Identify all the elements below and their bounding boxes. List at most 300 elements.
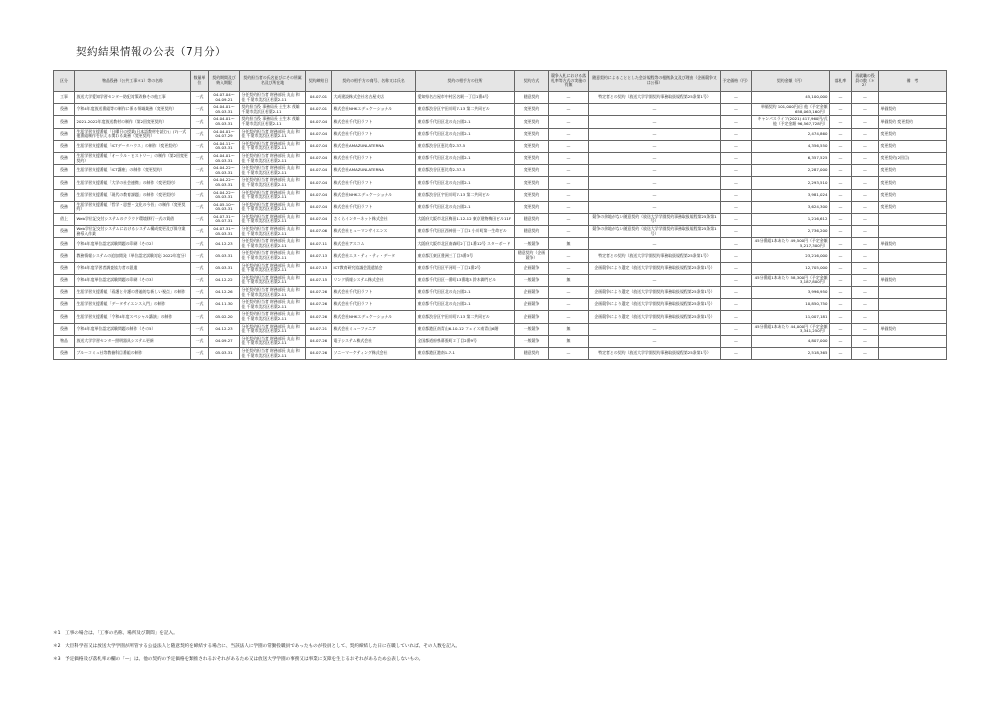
table-cell: 生涯学習支援番組「ICTデータハウス」の制作（変更契約） <box>75 140 191 152</box>
table-cell: 株式会社NHKエデュケーショナル <box>332 104 416 116</box>
table-cell: 一式 <box>191 128 209 140</box>
table-cell: 04.07.04 <box>306 165 332 177</box>
table-cell: 04.07.04 <box>306 116 332 128</box>
table-cell: — <box>852 140 879 152</box>
table-cell: 分任契約担当者 財務部長 丸山 和佳 千葉市美浜区若葉2-11 <box>240 213 306 225</box>
table-cell: 役務 <box>54 274 75 286</box>
table-cell: — <box>852 299 879 311</box>
table-cell: — <box>549 311 589 323</box>
table-cell: 2,736,200 <box>752 226 830 238</box>
table-cell: 電子システム株式会社 <box>332 335 416 347</box>
table-cell: 04.07.04 <box>306 189 332 201</box>
table-cell: — <box>830 140 852 152</box>
table-cell: 東京都江東区豊洲三丁目3番3号 <box>416 250 515 262</box>
table-cell: 工事 <box>54 92 75 104</box>
table-cell: 一式 <box>191 92 209 104</box>
table-cell: 生涯学習支援番組「令和4年度スペシャル講演」の制作 <box>75 311 191 323</box>
table-cell: — <box>549 347 589 359</box>
table-cell: 04.07.04〜04.09.21 <box>209 92 240 104</box>
table-cell: 変更契約 <box>879 177 947 189</box>
table-row <box>54 226 947 238</box>
table-cell: 45分番組1本あたり 49,500円（予定金額 5,217,300円） <box>752 238 830 250</box>
table-cell: 放送大学愛知学習センター防犯対策改修その他工事 <box>75 92 191 104</box>
table-cell: 04.07.04 <box>306 140 332 152</box>
table-cell: ICT教育研究協議会派遣協会 <box>332 262 416 274</box>
table-cell: 分任契約担当者 財務部長 丸山 和佳 千葉市美浜区若葉2-11 <box>240 238 306 250</box>
table-cell: 分任契約担当者 財務部長 丸山 和佳 千葉市美浜区若葉2-11 <box>240 335 306 347</box>
table-cell: 一式 <box>191 347 209 359</box>
table-cell: 分任契約担当者 財務部長 丸山 和佳 千葉市美浜区若葉2-11 <box>240 323 306 335</box>
table-row <box>54 152 947 164</box>
table-cell: 04.12.23 <box>209 238 240 250</box>
column-header: 予定価格（円） <box>721 71 752 92</box>
table-cell: 分任契約担当者 財務部長 丸山 和佳 千葉市美浜区若葉2-11 <box>240 311 306 323</box>
table-cell: 4,356,550 <box>752 140 830 152</box>
table-cell: 45,100,000 <box>752 92 830 104</box>
table-cell: 単価契約 <box>879 238 947 250</box>
table-cell: — <box>589 177 721 189</box>
table-cell: 04.05.10〜05.03.31 <box>209 201 240 213</box>
table-header-row <box>54 71 947 92</box>
table-cell: — <box>721 189 752 201</box>
table-cell: 株式会社千代田ラフト <box>332 299 416 311</box>
table-cell: 04.07.15 <box>306 274 332 286</box>
column-header: 再就職の役員の数（＊2） <box>852 71 879 92</box>
table-cell: 生涯学習支援番組「データサイエンス入門」の制作 <box>75 299 191 311</box>
table-cell: 2,518,365 <box>752 347 830 359</box>
table-cell: 教務情報システムの追加開発（単位認定試験対応 2022年度分） <box>75 250 191 262</box>
table-cell: 2,287,000 <box>752 165 830 177</box>
table-cell: 特定者との契約（放送大学学園契約事務取扱規程第25条第1号） <box>589 250 721 262</box>
footnote: ＊1 工事の場合は、「工事の名称、場所及び期間」を記入。 <box>53 631 178 636</box>
table-cell: 変更契約 <box>515 189 549 201</box>
table-cell: — <box>549 189 589 201</box>
table-cell: — <box>589 128 721 140</box>
table-cell: 愛知県名古屋市中村区名駅一丁目1番4号 <box>416 92 515 104</box>
table-cell: 東京都渋谷区恵比寿2-37-5 <box>416 165 515 177</box>
table-cell: 生涯学習支援番組「オーラル・ヒストリー」の制作（第2回変更契約） <box>75 152 191 164</box>
table-cell: — <box>721 128 752 140</box>
table-cell: 04.07.31〜05.03.31 <box>209 226 240 238</box>
table-cell: 04.04.11〜05.03.31 <box>209 140 240 152</box>
table-cell: — <box>549 226 589 238</box>
table-cell: 生涯学習支援番組「ICT講座」の制作（変更契約） <box>75 165 191 177</box>
table-cell: — <box>830 201 852 213</box>
table-cell: 生涯学習支援番組「大学の社会連携」の制作（変更契約） <box>75 177 191 189</box>
table-cell <box>879 250 947 262</box>
table-cell: 東京都渋谷区宇田川町7-13 第二共同ビル <box>416 311 515 323</box>
table-cell: — <box>852 287 879 299</box>
table-cell: 無 <box>549 238 589 250</box>
table-cell: — <box>589 274 721 286</box>
table-cell: 2,474,860 <box>752 128 830 140</box>
table-cell: — <box>830 347 852 359</box>
table-cell: 特定者との契約（放送大学学園契約事務取扱規程第25条第1号） <box>589 92 721 104</box>
table-cell: 04.07.04 <box>306 201 332 213</box>
table-cell: 04.04.01〜05.03.31 <box>209 152 240 164</box>
table-cell: 企画競争により選定（放送大学学園契約事務取扱規程第25条第1号） <box>589 299 721 311</box>
table-cell: 04.04.01〜04.07.29 <box>209 128 240 140</box>
table-cell: — <box>721 299 752 311</box>
table-cell: 株式会社AMAZUNLATERNA <box>332 165 416 177</box>
table-cell: — <box>830 238 852 250</box>
table-cell: 一般競争 <box>515 335 549 347</box>
table-cell: 一般競争 <box>515 274 549 286</box>
table-cell: 一式 <box>191 165 209 177</box>
table-cell: 放送大学学習センター照明器具システム更新 <box>75 335 191 347</box>
table-row <box>54 287 947 299</box>
table-cell: — <box>549 299 589 311</box>
table-cell: 令和4年度単位認定試験問題の制作（その5） <box>75 323 191 335</box>
table-cell: 令和4年度単位認定試験問題の印刷（その2） <box>75 238 191 250</box>
table-cell: — <box>830 250 852 262</box>
table-cell: 04.07.26 <box>306 347 332 359</box>
table-cell: 役務 <box>54 165 75 177</box>
table-row <box>54 262 947 274</box>
table-cell: 株式会社AMAZUNLATERNA <box>332 140 416 152</box>
table-cell: 一式 <box>191 311 209 323</box>
table-cell: 一式 <box>191 104 209 116</box>
table-row <box>54 104 947 116</box>
table-cell: — <box>721 165 752 177</box>
table-cell: 分任契約担当者 財務部長 丸山 和佳 千葉市美浜区若葉2-11 <box>240 274 306 286</box>
table-cell: 一般競争 <box>515 323 549 335</box>
table-cell: — <box>721 213 752 225</box>
table-cell: 05.02.20 <box>209 311 240 323</box>
table-cell: 役務 <box>54 311 75 323</box>
table-cell: 変更契約 <box>515 201 549 213</box>
table-cell: — <box>830 287 852 299</box>
table-cell: 変更契約 <box>879 165 947 177</box>
table-cell: — <box>852 152 879 164</box>
column-header: 物品役務（公共工事＊1）等の名称 <box>75 71 191 92</box>
table-cell: 分任契約担当者 財務部長 丸山 和佳 千葉市美浜区若葉2-11 <box>240 201 306 213</box>
table-cell <box>879 311 947 323</box>
table-cell: 契約担当役 事務局長 土生木 茂雄 千葉市美浜区若葉2-11 <box>240 116 306 128</box>
table-cell: 役務 <box>54 323 75 335</box>
table-cell: 04.07.04 <box>306 152 332 164</box>
table-cell: — <box>721 323 752 335</box>
table-cell: — <box>549 262 589 274</box>
table-cell: 大阪府大阪市北区梅田1-12-12 東京建物梅田ビル11F <box>416 213 515 225</box>
table-cell: — <box>721 238 752 250</box>
table-cell: — <box>721 92 752 104</box>
table-cell: — <box>589 152 721 164</box>
table-cell: — <box>549 152 589 164</box>
table-cell: — <box>852 347 879 359</box>
table-cell: 東京都千代田区北の丸公園2-1 <box>416 299 515 311</box>
table-cell: 11,007,181 <box>752 311 830 323</box>
table-row <box>54 335 947 347</box>
table-row <box>54 299 947 311</box>
table-cell: — <box>549 165 589 177</box>
table-cell: 特定者との契約（放送大学学園契約事務取扱規程第25条第1号） <box>589 347 721 359</box>
table-cell: 04.12.26 <box>209 287 240 299</box>
table-cell: 東京都千代田区西神田一丁目1 小川町第一生命ビル <box>416 226 515 238</box>
table-cell: 借上 <box>54 213 75 225</box>
table-cell: 全国都道府県幕張町２丁目2番9号 <box>416 335 515 347</box>
table-cell: 分任契約担当者 財務部長 丸山 和佳 千葉市美浜区若葉2-11 <box>240 152 306 164</box>
table-cell: — <box>549 287 589 299</box>
table-cell: 変更契約 <box>515 104 549 116</box>
table-cell: さくらインターネット株式会社 <box>332 213 416 225</box>
table-cell: — <box>721 287 752 299</box>
column-header: 契約の相手方の商号、名称又は氏名 <box>332 71 416 92</box>
table-cell <box>879 299 947 311</box>
table-cell: 役務 <box>54 177 75 189</box>
table-cell: — <box>589 238 721 250</box>
table-cell: 10,850,750 <box>752 299 830 311</box>
table-cell: 04.07.04 <box>306 213 332 225</box>
table-cell: — <box>830 177 852 189</box>
table-cell: 変更契約 <box>515 165 549 177</box>
table-cell: — <box>852 177 879 189</box>
table-cell: — <box>852 104 879 116</box>
table-cell: 役務 <box>54 128 75 140</box>
table-cell: 株式会社千代田ラフト <box>332 287 416 299</box>
table-cell: 企画競争 <box>515 299 549 311</box>
contract-results-table <box>53 70 947 360</box>
table-cell: 04.07.11 <box>306 238 332 250</box>
table-cell: 随意契約 <box>515 347 549 359</box>
table-cell: 企画競争 <box>515 287 549 299</box>
table-cell: 役務 <box>54 250 75 262</box>
table-cell: 株式会社エヌ・ティ・ティ・データ <box>332 250 416 262</box>
table-cell: 分任契約担当者 財務部長 丸山 和佳 千葉市美浜区若葉2-11 <box>240 140 306 152</box>
table-cell: 04.07.13 <box>306 250 332 262</box>
table-cell: 一式 <box>191 189 209 201</box>
table-cell: 04.04.01〜05.03.31 <box>209 116 240 128</box>
table-cell: 一式 <box>191 250 209 262</box>
table-row <box>54 311 947 323</box>
table-cell: 変更契約 <box>515 177 549 189</box>
table-cell: — <box>589 116 721 128</box>
table-cell: — <box>721 104 752 116</box>
table-cell: 一式 <box>191 140 209 152</box>
table-cell: 04.04.22〜05.03.31 <box>209 177 240 189</box>
table-cell: — <box>830 128 852 140</box>
table-cell: 分任契約担当者 財務部長 丸山 和佳 千葉市美浜区若葉2-11 <box>240 165 306 177</box>
table-cell: — <box>721 274 752 286</box>
column-header: 落札率 <box>830 71 852 92</box>
table-cell: 04.07.01 <box>306 104 332 116</box>
table-cell: 分任契約担当者 財務部長 丸山 和佳 千葉市美浜区若葉2-11 <box>240 299 306 311</box>
table-cell: — <box>721 140 752 152</box>
table-cell: — <box>852 311 879 323</box>
table-cell <box>879 92 947 104</box>
column-header: 随意契約によることとした会計規程等の根拠条文及び理由（企画競争又は公募） <box>589 71 721 92</box>
table-cell: 一式 <box>191 262 209 274</box>
table-cell: — <box>830 311 852 323</box>
footnote: ＊2 大臣科学省又は放送大学学園が所管する公益法人と随意契約を締結する場合に、当該法人に学園の常勤役職員であったものが役員として、契約締結した日に在職していれば、その人数を記入。 <box>53 644 461 649</box>
table-cell: 一式 <box>191 201 209 213</box>
table-cell: 6,357,525 <box>752 152 830 164</box>
table-cell: 1,216,612 <box>752 213 830 225</box>
table-cell: 企画競争により選定（放送大学学園契約事務取扱規程第25条第1号） <box>589 287 721 299</box>
table-cell: — <box>589 165 721 177</box>
table-cell: — <box>830 262 852 274</box>
table-cell: 分任契約担当者 財務部長 丸山 和佳 千葉市美浜区若葉2-11 <box>240 250 306 262</box>
table-cell: 企画競争により選定（放送大学学園契約事務取扱規程第25条第1号） <box>589 262 721 274</box>
table-cell: 株式会社千代田ラフト <box>332 177 416 189</box>
table-cell: 一式 <box>191 116 209 128</box>
table-cell: 大阪府大阪市北区南森町2丁目1番12号 スターボード <box>416 238 515 250</box>
table-row <box>54 128 947 140</box>
table-cell: — <box>852 189 879 201</box>
table-cell: リンク情報システム株式会社 <box>332 274 416 286</box>
table-row <box>54 92 947 104</box>
table-cell: — <box>830 213 852 225</box>
table-cell: 無 <box>549 274 589 286</box>
table-cell: 変更契約 <box>515 116 549 128</box>
table-cell: 株式会社千代田ラフト <box>332 116 416 128</box>
table-cell: 東京都千代田区北の丸公園2-1 <box>416 287 515 299</box>
table-cell: 東京都千代田区北の丸公園2-1 <box>416 116 515 128</box>
table-row <box>54 116 947 128</box>
table-cell: 一般競争 <box>515 238 549 250</box>
table-cell: — <box>852 262 879 274</box>
table-cell: — <box>549 92 589 104</box>
table-cell: 04.07.06 <box>306 226 332 238</box>
table-row <box>54 177 947 189</box>
table-cell <box>879 262 947 274</box>
table-cell: 2,293,510 <box>752 177 830 189</box>
table-cell: — <box>589 323 721 335</box>
table-row <box>54 274 947 286</box>
footnotes <box>53 631 460 670</box>
table-cell: ブルーコミュ社等教養科目番組の制作 <box>75 347 191 359</box>
table-cell: — <box>549 177 589 189</box>
table-cell: 令和4年度単位認定試験問題の印刷（その3） <box>75 274 191 286</box>
table-cell: 一式 <box>191 152 209 164</box>
table-cell: — <box>830 274 852 286</box>
table-cell: 東京都渋谷区宇田川町7-13 第二共同ビル <box>416 104 515 116</box>
table-cell: — <box>721 201 752 213</box>
table-cell: 東京都千代田区一番町13番地3 鈴木御門ビル <box>416 274 515 286</box>
table-cell: 随意契約 <box>515 213 549 225</box>
table-cell: 役務 <box>54 287 75 299</box>
column-header: 備 考 <box>879 71 947 92</box>
table-cell: — <box>830 104 852 116</box>
table-cell: 一式 <box>191 238 209 250</box>
table-cell: 単価契約 101,000円/日 他（予定金額 658,063,160円） <box>752 104 830 116</box>
table-cell: — <box>721 311 752 323</box>
table-cell: 随意契約 <box>515 226 549 238</box>
table-cell: — <box>852 128 879 140</box>
table-cell: 04.12.23 <box>209 323 240 335</box>
table-cell: 役務 <box>54 238 75 250</box>
table-cell: 04.12.22 <box>209 274 240 286</box>
table-cell: — <box>721 116 752 128</box>
table-cell: — <box>589 335 721 347</box>
table-cell: 東京都渋谷区恵比寿2-37-5 <box>416 140 515 152</box>
table-cell: 分任契約担当者 財務部長 丸山 和佳 千葉市美浜区若葉2-11 <box>240 189 306 201</box>
table-cell: 04.04.22〜05.03.31 <box>209 165 240 177</box>
table-cell: — <box>589 140 721 152</box>
table-cell: — <box>549 250 589 262</box>
table-cell: 分任契約担当者 財務部長 丸山 和佳 千葉市美浜区若葉2-11 <box>240 128 306 140</box>
table-cell: — <box>589 104 721 116</box>
table-cell: — <box>830 165 852 177</box>
table-cell: 役務 <box>54 116 75 128</box>
table-cell <box>879 347 947 359</box>
table-cell: 04.11.30 <box>209 299 240 311</box>
column-header: 契約担当者の氏名並びにその所属名及び所在地 <box>240 71 306 92</box>
table-cell: — <box>549 104 589 116</box>
table-cell: — <box>721 347 752 359</box>
table-row <box>54 189 947 201</box>
table-cell: 04.07.04 <box>306 177 332 189</box>
table-cell: 04.07.26 <box>306 311 332 323</box>
table-cell: 変更契約 <box>515 140 549 152</box>
table-cell: 一式 <box>191 213 209 225</box>
table-row <box>54 238 947 250</box>
table-cell: — <box>852 92 879 104</box>
table-cell: 役務 <box>54 299 75 311</box>
table-cell: 分任契約担当者 財務部長 丸山 和佳 千葉市美浜区若葉2-11 <box>240 177 306 189</box>
table-cell: — <box>549 201 589 213</box>
table-cell: 役務 <box>54 189 75 201</box>
table-cell: 役務 <box>54 152 75 164</box>
table-cell: 一式 <box>191 226 209 238</box>
table-cell: — <box>830 189 852 201</box>
footnote: ＊3 予定価格及び落札率の欄の「—」は、他の契約の予定価格を類推されるおそれがあるため又は放送大学学園の事務又は事業に支障を生じるおそれがあるため公表しないもの。 <box>53 657 424 662</box>
table-cell: 3,981,024 <box>752 189 830 201</box>
table-row <box>54 250 947 262</box>
table-cell: — <box>830 299 852 311</box>
table-cell: 単価契約 <box>879 274 947 286</box>
table-cell: — <box>852 226 879 238</box>
table-cell: Web学位記交付システムにおけるシステム構成変更及び保守業務導入作業 <box>75 226 191 238</box>
table-cell: — <box>830 335 852 347</box>
table-cell: 生涯学習支援番組「看護と介護の普遍的な新しい視点」の制作 <box>75 287 191 299</box>
table-cell: — <box>852 274 879 286</box>
table-cell: — <box>549 213 589 225</box>
table-cell: 単価契約 <box>879 323 947 335</box>
table-cell: 随意契約（企画競争） <box>515 250 549 262</box>
table-cell: 株式会社千代田ラフト <box>332 201 416 213</box>
table-cell: 役務 <box>54 201 75 213</box>
table-cell: 株式会社千代田ラフト <box>332 152 416 164</box>
table-cell <box>879 335 947 347</box>
table-cell: 役務 <box>54 104 75 116</box>
table-cell: 令和4年度放送番組等の制作に係る領域業務（変更契約） <box>75 104 191 116</box>
table-cell <box>879 287 947 299</box>
table-cell: 04.04.22〜05.03.31 <box>209 189 240 201</box>
table-cell: 生涯学習支援番組「哲学・思想・文化の今昔」の制作（変更契約） <box>75 201 191 213</box>
table-cell: 役務 <box>54 347 75 359</box>
table-cell <box>879 226 947 238</box>
table-cell: 役務 <box>54 262 75 274</box>
table-cell: 04.07.01 <box>306 92 332 104</box>
table-cell: 変更契約 <box>515 152 549 164</box>
table-cell: — <box>852 201 879 213</box>
table-cell: キャンパスライフ(2021) 417,960円/式 他（予定金額 96,567,728円） <box>752 116 830 128</box>
table-cell: 05.03.31 <box>209 347 240 359</box>
table-cell: 分任契約担当者 財務部長 丸山 和佳 千葉市美浜区若葉2-11 <box>240 287 306 299</box>
table-cell: 04.07.04 <box>306 128 332 140</box>
table-cell: 株式会社アスコム <box>332 238 416 250</box>
table-cell: Web学位記交付システムのクラウド環境移行一式の賃借 <box>75 213 191 225</box>
table-cell: 無 <box>549 323 589 335</box>
table-cell: — <box>852 250 879 262</box>
table-cell: — <box>830 226 852 238</box>
table-cell: — <box>721 152 752 164</box>
table-cell: 一式 <box>191 177 209 189</box>
table-cell: — <box>721 226 752 238</box>
column-header: 契約方式 <box>515 71 549 92</box>
table-cell: 一式 <box>191 274 209 286</box>
